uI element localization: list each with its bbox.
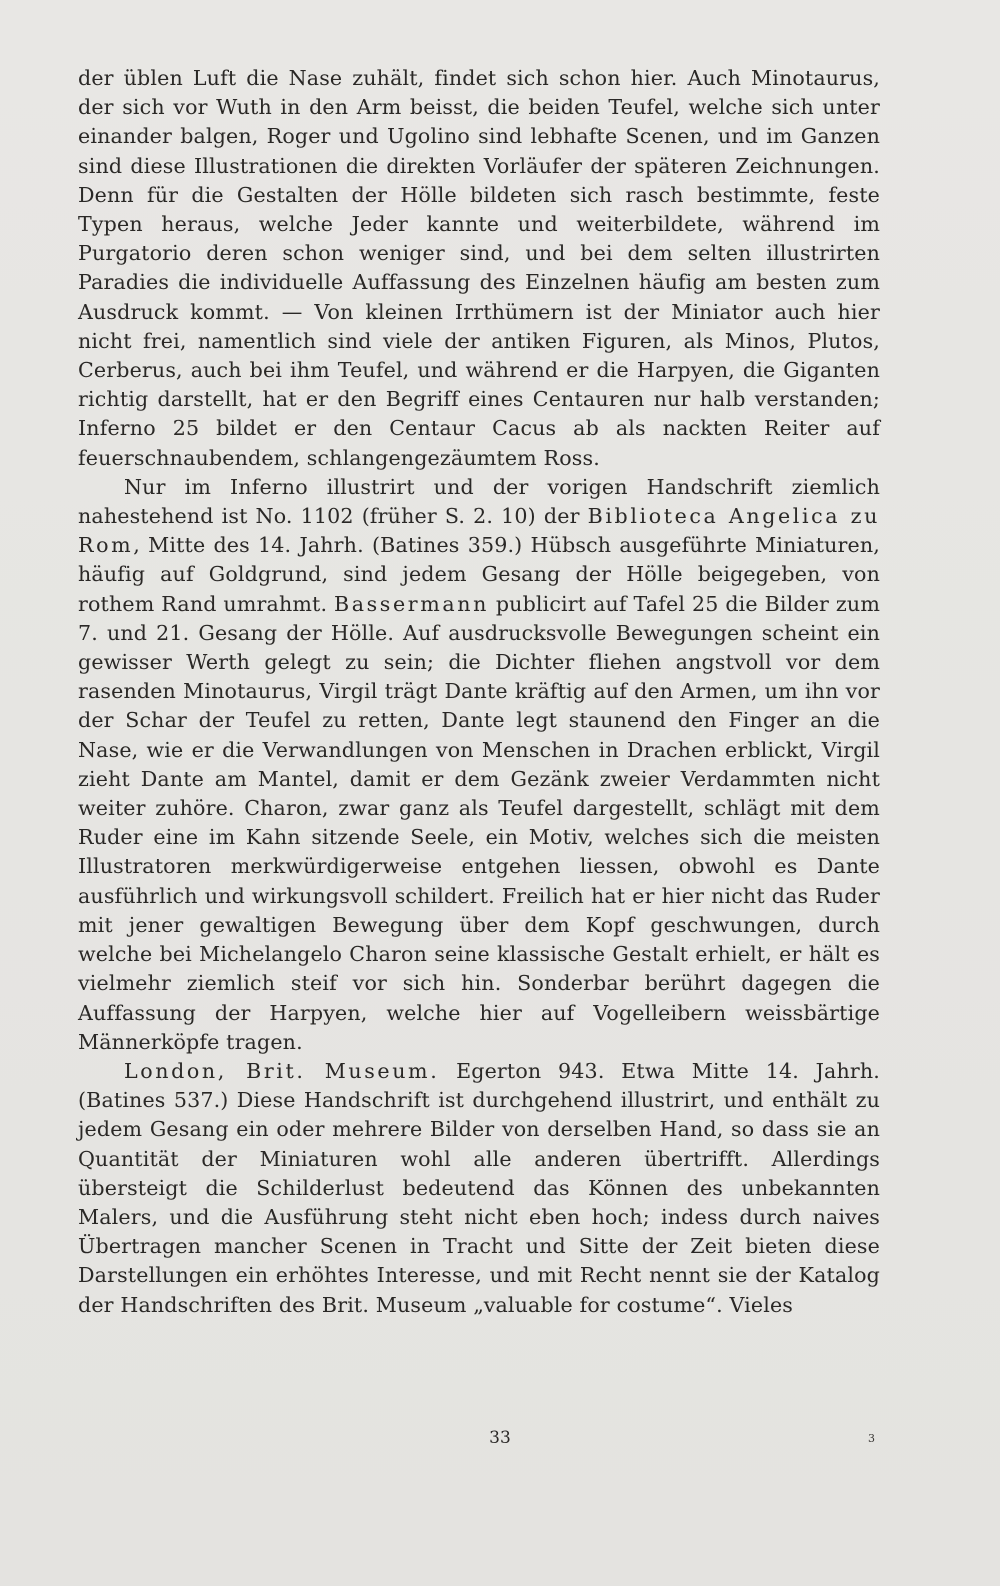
paragraph-2-text-c: publicirt auf Tafel 25 die Bilder zum 7. und 21. Gesang der Hölle. Auf ausdrucksvolle Bewegungen scheint ein gewisser Werth gelegt zu sein; die Dichter fliehen angstvoll vor dem rasenden Minotaurus, Virgil trägt Dante kräftig auf den Armen, um ihn vor der Schar der Teufel zu retten, Dante legt staunend den Finger an die Nase, wie er die Verwandlungen von Menschen in Drachen erblickt, Virgil zieht Dante am Mantel, damit er dem Gezänk zweier Verdammten nicht weiter zuhöre. Charon, zwar ganz als Teufel dargestellt, schlägt mit dem Ruder eine im Kahn sitzende Seele, ein Motiv, welches sich die meisten Illustratoren merkwürdigerweise entgehen liessen, obwohl es Dante ausführlich und wirkungsvoll schildert. Freilich hat er hier nicht das Ruder mit jener gewaltigen Bewegung über dem Kopf geschwungen, durch welche bei Michelangelo Charon seine klassische Gestalt erhielt, er hält es vielmehr ziemlich steif vor sich hin. Sonderbar berührt dagegen die Auffassung der Harpyen, welche hier auf Vogelleibern weissbärtige Männerköpfe tragen.: [78, 591, 880, 1054]
body-text: [78, 64, 880, 1320]
library-name-angelica: Biblioteca Angelica zu Rom: [78, 504, 880, 558]
paragraph-1-text: der üblen Luft die Nase zuhält, findet sich schon hier. Auch Minotaurus, der sich vor Wuth in den Arm beisst, die beiden Teufel, welche sich unter einander balgen, Roger und Ugolino sind lebhafte Scenen, und im Ganzen sind diese Illustrationen die direkten Vorläufer der späteren Zeichnungen. Denn für die Gestalten der Hölle bildeten sich rasch bestimmte, feste Typen heraus, welche Jeder kannte und weiterbildete, während im Purgatorio deren schon weniger sind, und bei dem selten illustrirten Paradies die individuelle Auffassung des Einzelnen häufig am besten zum Ausdruck kommt. — Von kleinen Irrthümern ist der Miniator auch hier nicht frei, namentlich sind viele der antiken Figuren, als Minos, Plutos, Cerberus, auch bei ihm Teufel, und während er die Harpyen, die Giganten richtig darstellt, hat er den Begriff eines Centauren nur halb verstanden; Inferno 25 bildet er den Centaur Cacus ab als nackten Reiter auf feuerschnaubendem, schlangengezäumtem Ross.: [78, 66, 880, 470]
paragraph-3: [78, 1057, 880, 1320]
author-name-bassermann: Bassermann: [334, 591, 489, 616]
signature-mark: 3: [868, 1432, 875, 1445]
paragraph-2: [78, 473, 880, 1057]
paragraph-2-text-a: Nur im Inferno illustrirt und der vorigen Handschrift ziemlich nahestehend ist No. 1102 (früher S. 2. 10) der: [78, 474, 880, 529]
page-number: 33: [489, 1428, 511, 1448]
paragraph-1: [78, 64, 880, 473]
paragraph-2-text-b: , Mitte des 14. Jahrh. (Batines 359.) Hübsch ausgeführte Miniaturen, häufig auf Goldgrund, sind jedem Gesang der Hölle beigegeben, von rothem Rand umrahmt.: [78, 533, 880, 616]
library-name-london: London, Brit. Museum.: [124, 1058, 440, 1083]
paragraph-3-text: Egerton 943. Etwa Mitte 14. Jahrh. (Batines 537.) Diese Handschrift ist durchgehend illustrirt, und enthält zu jedem Gesang ein oder mehrere Bilder von derselben Hand, so dass sie an Quantität der Miniaturen wohl alle anderen übertrifft. Allerdings übersteigt die Schilderlust bedeutend das Können des unbekannten Malers, und die Ausführung steht nicht eben hoch; indess durch naives Übertragen mancher Scenen in Tracht und Sitte der Zeit bieten diese Darstellungen ein erhöhtes Interesse, und mit Recht nennt sie der Katalog der Handschriften des Brit. Museum „valuable for costume“. Vieles: [78, 1058, 880, 1317]
